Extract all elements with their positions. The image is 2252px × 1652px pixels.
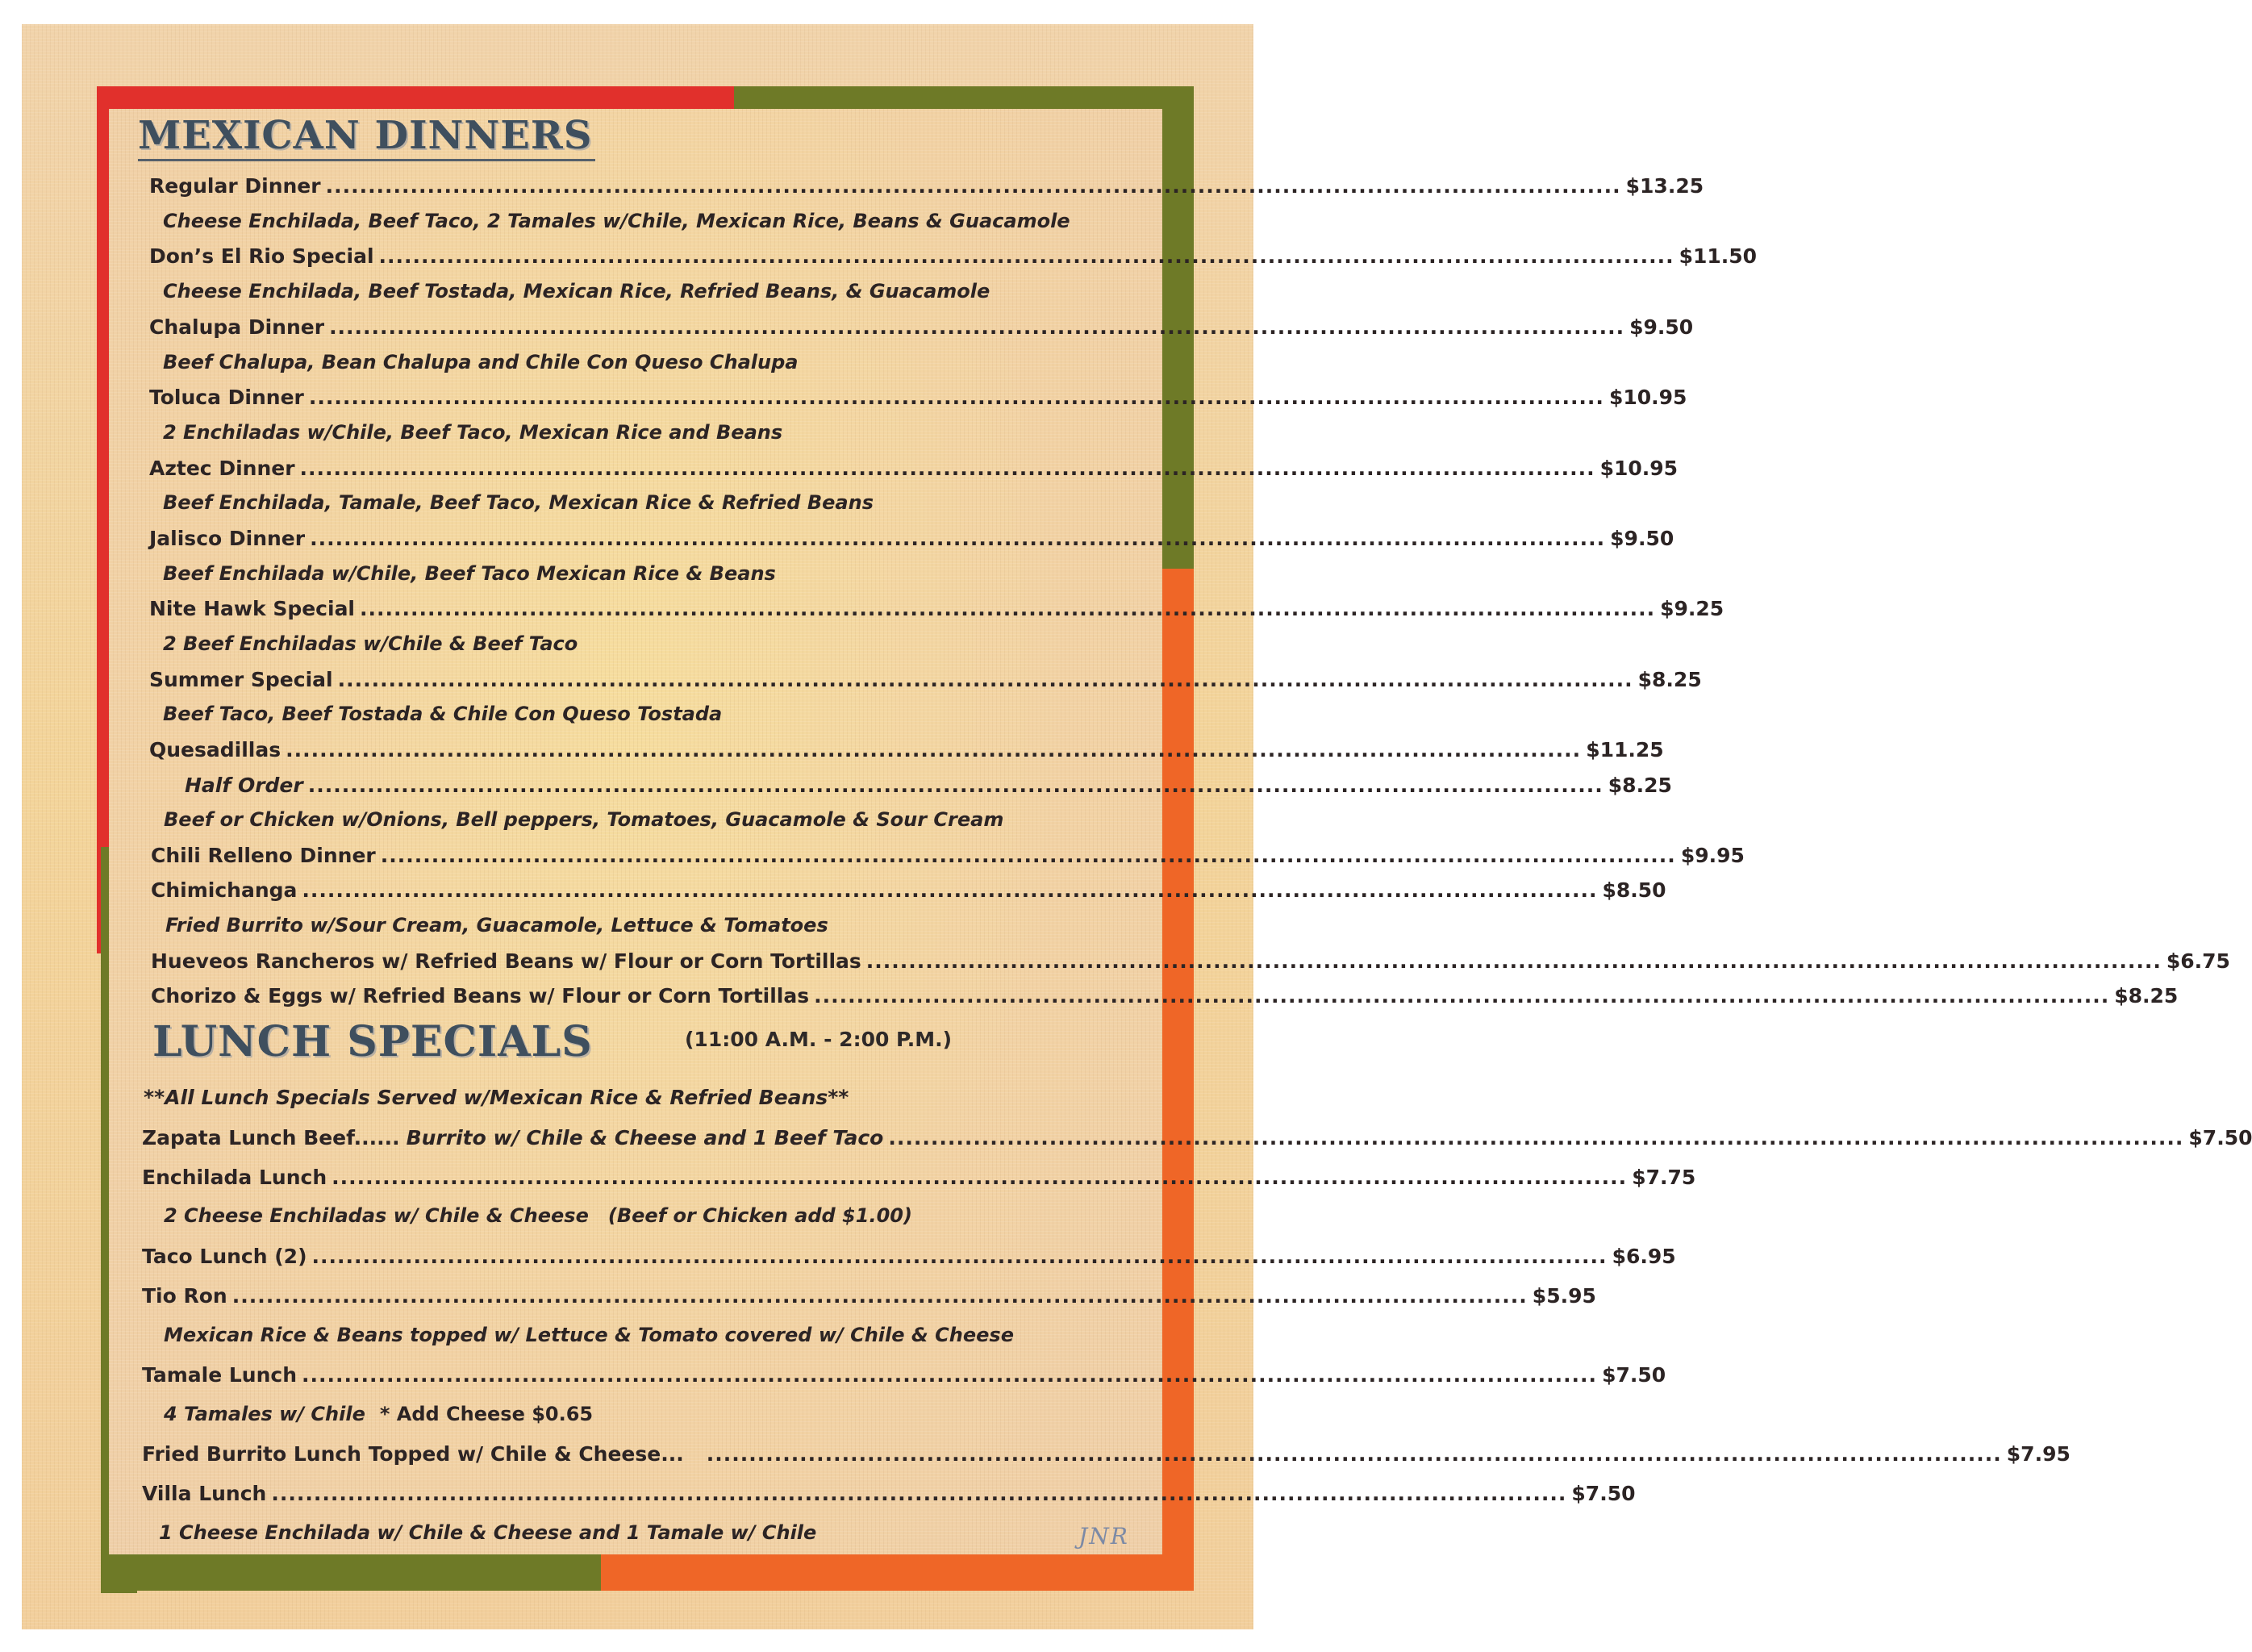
item-description: Fried Burrito w/Sour Cream, Guacamole, Lettuce & Tomatoes: [165, 914, 828, 937]
item-price: $8.25: [1637, 668, 1702, 691]
item-price: $13.25: [1625, 174, 1704, 198]
item-price: $10.95: [1599, 457, 1679, 480]
item-description-extra: * Add Cheese $0.65: [379, 1403, 594, 1425]
border-orange-bottom: [601, 1554, 1194, 1591]
menu-item-half-order: Half Order ......................................................................................................................................................... $8.25: [185, 774, 1672, 797]
item-price: $6.75: [2166, 949, 2230, 973]
item-description: Cheese Enchilada, Beef Taco, 2 Tamales w/Chile, Mexican Rice, Beans & Guacamole: [163, 210, 1070, 232]
item-price: $5.95: [1532, 1284, 1596, 1308]
menu-item-fried-burrito-lunch: Fried Burrito Lunch Topped w/ Chile & Cheese... ......................................................................................................................................................... $7.95: [142, 1442, 2071, 1466]
item-name: Toluca Dinner: [149, 386, 304, 409]
item-name: Taco Lunch (2): [142, 1245, 307, 1268]
menu-item-hueveos-rancheros: Hueveos Rancheros w/ Refried Beans w/ Flour or Corn Tortillas ......................................................................................................................................................... $6.75: [151, 949, 2230, 973]
item-name: Summer Special: [149, 668, 333, 691]
item-name: Chili Relleno Dinner: [151, 844, 376, 867]
item-name: Tamale Lunch: [142, 1363, 297, 1387]
item-price: $9.50: [1629, 315, 1694, 339]
item-price: $6.95: [1612, 1245, 1676, 1268]
menu-item-tamale-lunch: Tamale Lunch ......................................................................................................................................................... $7.50: [142, 1363, 1666, 1387]
item-name: Half Order: [185, 774, 303, 797]
item-name: Quesadillas: [149, 738, 282, 761]
border-olive-bottom: [101, 1554, 661, 1591]
item-price: $9.25: [1660, 597, 1724, 620]
border-orange-right-step: [1182, 569, 1194, 1589]
item-price: $7.50: [1571, 1482, 1636, 1505]
item-name: Chimichanga: [151, 878, 298, 902]
menu-item-nite-hawk-special: Nite Hawk Special ......................................................................................................................................................... $9.25: [149, 597, 1724, 620]
item-description: Beef Enchilada w/Chile, Beef Taco Mexican Rice & Beans: [163, 562, 776, 585]
item-description: Beef Chalupa, Bean Chalupa and Chile Con Queso Chalupa: [163, 351, 799, 373]
item-price: $7.50: [2188, 1126, 2252, 1149]
item-price: $8.25: [1608, 774, 1672, 797]
menu-item-chalupa-dinner: Chalupa Dinner ......................................................................................................................................................... $9.50: [149, 315, 1694, 339]
lunch-specials-heading: LUNCH SPECIALS: [152, 1017, 593, 1066]
item-name: Aztec Dinner: [149, 457, 295, 480]
menu-item-chorizo-eggs: Chorizo & Eggs w/ Refried Beans w/ Flour or Corn Tortillas ......................................................................................................................................................... $8.25: [151, 984, 2179, 1007]
item-description: Beef Enchilada, Tamale, Beef Taco, Mexican Rice & Refried Beans: [163, 491, 874, 514]
item-description: 2 Beef Enchiladas w/Chile & Beef Taco: [163, 632, 578, 655]
item-name: Tio Ron: [142, 1284, 227, 1308]
menu-item-regular-dinner: Regular Dinner ......................................................................................................................................................... $13.25: [149, 174, 1704, 198]
item-name: Don’s El Rio Special: [149, 244, 374, 268]
item-description: [164, 1403, 593, 1425]
lunch-hours: (11:00 A.M. - 2:00 P.M.): [685, 1028, 953, 1051]
item-name: Regular Dinner: [149, 174, 321, 198]
item-name: Chalupa Dinner: [149, 315, 325, 339]
item-name: Villa Lunch: [142, 1482, 267, 1505]
item-description: 1 Cheese Enchilada w/ Chile & Cheese and 1 Tamale w/ Chile: [159, 1521, 817, 1544]
mexican-dinners-heading: MEXICAN DINNERS: [138, 113, 595, 161]
menu-item-chimichanga: Chimichanga ......................................................................................................................................................... $8.50: [151, 878, 1666, 902]
menu-item-toluca-dinner: Toluca Dinner ......................................................................................................................................................... $10.95: [149, 386, 1687, 409]
lunch-note-text: **All Lunch Specials Served w/Mexican Rice & Refried Beans**: [144, 1086, 849, 1109]
menu-item-chili-relleno-dinner: Chili Relleno Dinner ......................................................................................................................................................... $9.95: [151, 844, 1745, 867]
item-description: Beef Taco, Beef Tostada & Chile Con Queso Tostada: [163, 703, 723, 725]
item-description-text: 4 Tamales w/ Chile: [164, 1403, 365, 1425]
item-name: Chorizo & Eggs w/ Refried Beans w/ Flour or Corn Tortillas: [151, 984, 810, 1007]
lunch-note: [144, 1086, 849, 1109]
item-name: Hueveos Rancheros w/ Refried Beans w/ Flour or Corn Tortillas: [151, 949, 861, 973]
menu-item-zapata-lunch-beef: Zapata Lunch Beef...... Burrito w/ Chile & Cheese and 1 Beef Taco ......................................................................................................................................................... $7.50: [142, 1126, 2252, 1149]
item-description-text: 2 Cheese Enchiladas w/ Chile & Cheese: [164, 1204, 589, 1227]
item-price: $7.95: [2006, 1442, 2071, 1466]
menu-item-enchilada-lunch: Enchilada Lunch ......................................................................................................................................................... $7.75: [142, 1166, 1696, 1189]
item-price: $8.25: [2114, 984, 2179, 1007]
menu-item-villa-lunch: Villa Lunch ......................................................................................................................................................... $7.50: [142, 1482, 1636, 1505]
item-name: Zapata Lunch Beef......: [142, 1126, 400, 1149]
menu-item-jalisco-dinner: Jalisco Dinner ......................................................................................................................................................... $9.50: [149, 527, 1674, 550]
item-description-extra: (Beef or Chicken add $1.00): [607, 1204, 912, 1227]
item-name: Fried Burrito Lunch Topped w/ Chile & Cheese...: [142, 1442, 684, 1466]
item-description: Cheese Enchilada, Beef Tostada, Mexican Rice, Refried Beans, & Guacamole: [163, 280, 990, 302]
item-description: Beef or Chicken w/Onions, Bell peppers, Tomatoes, Guacamole & Sour Cream: [164, 808, 1004, 831]
item-price: $9.95: [1680, 844, 1745, 867]
item-price: $11.25: [1586, 738, 1664, 761]
author-initials: JNR: [1078, 1523, 1129, 1550]
item-description: 2 Enchiladas w/Chile, Beef Taco, Mexican Rice and Beans: [163, 421, 783, 444]
border-olive-top: [734, 86, 1194, 111]
item-price: $7.75: [1632, 1166, 1696, 1189]
item-name: Enchilada Lunch: [142, 1166, 327, 1189]
item-description: Mexican Rice & Beans topped w/ Lettuce & Tomato covered w/ Chile & Cheese: [164, 1324, 1014, 1346]
item-price: $7.50: [1602, 1363, 1666, 1387]
menu-item-summer-special: Summer Special ......................................................................................................................................................... $8.25: [149, 668, 1702, 691]
item-name-detail: Burrito w/ Chile & Cheese and 1 Beef Taco: [406, 1126, 884, 1149]
item-price: $11.50: [1679, 244, 1758, 268]
menu-item-taco-lunch: Taco Lunch (2) ......................................................................................................................................................... $6.95: [142, 1245, 1676, 1268]
item-name: Jalisco Dinner: [149, 527, 306, 550]
item-price: $9.50: [1610, 527, 1674, 550]
menu-item-dons-el-rio-special: Don’s El Rio Special ......................................................................................................................................................... $11.50: [149, 244, 1758, 268]
menu-item-quesadillas: Quesadillas ......................................................................................................................................................... $11.25: [149, 738, 1664, 761]
border-red-top-step: [726, 86, 734, 106]
item-price: $10.95: [1608, 386, 1687, 409]
item-price: $8.50: [1602, 878, 1666, 902]
item-description: [164, 1204, 912, 1227]
item-name: Nite Hawk Special: [149, 597, 356, 620]
menu-item-tio-ron: Tio Ron ......................................................................................................................................................... $5.95: [142, 1284, 1596, 1308]
menu-item-aztec-dinner: Aztec Dinner ......................................................................................................................................................... $10.95: [149, 457, 1679, 480]
